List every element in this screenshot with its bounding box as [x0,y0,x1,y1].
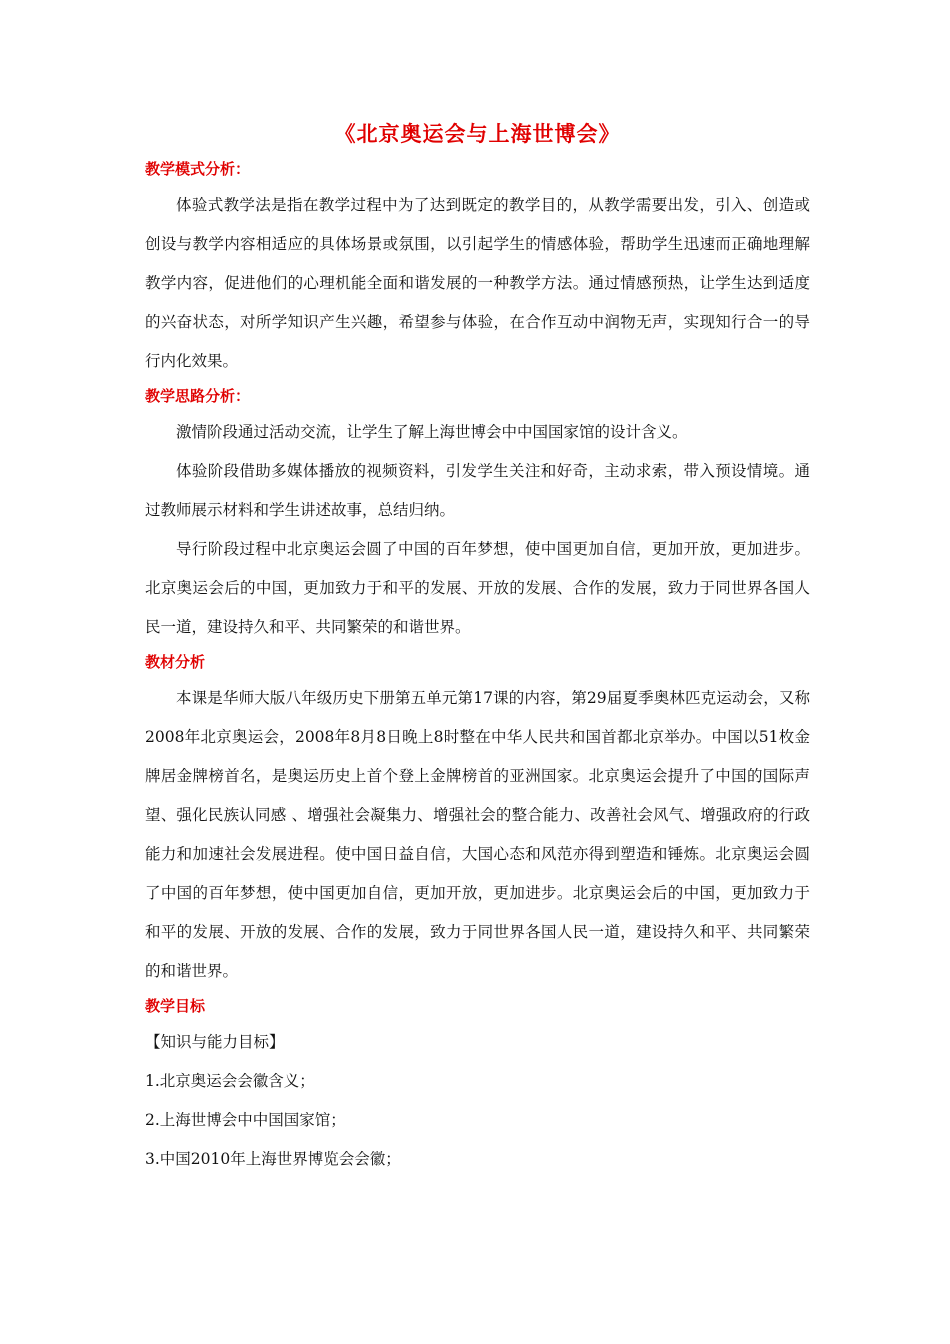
heading-teaching-goals: 教学目标 [145,997,206,1015]
paragraph-thinking-1: 激情阶段通过活动交流，让学生了解上海世博会中中国国家馆的设计含义。 [176,423,688,441]
goal-item-2: 2.上海世博会中中国国家馆； [145,1111,346,1129]
paragraph-thinking-2: 体验阶段借助多媒体播放的视频资料，引发学生关注和好奇，主动求索，带入预设情境。通过教师展示材料和学生讲述故事，总结归纳。 [145,462,810,519]
document-body [145,118,810,1179]
heading-mode-analysis: 教学模式分析： [145,160,251,178]
goal-item-3: 3.中国2010年上海世界博览会会徽； [145,1150,401,1168]
paragraph-thinking-3: 导行阶段过程中北京奥运会圆了中国的百年梦想，使中国更加自信，更加开放，更加进步。北京奥运会后的中国，更加致力于和平的发展、开放的发展、合作的发展，致力于同世界各国人民一道，建设持久和平、共同繁荣的和谐世界。 [145,540,810,636]
goal-item-1: 1.北京奥运会会徽含义； [145,1072,315,1090]
paragraph-material-analysis: 本课是华师大版八年级历史下册第五单元第17课的内容，第29届夏季奥林匹克运动会，又称2008年北京奥运会，2008年8月8日晚上8时整在中华人民共和国首都北京举办。中国以51枚金牌居金牌榜首名，是奥运历史上首个登上金牌榜首的亚洲国家。北京奥运会提升了中国的国际声望、强化民族认同感 、增强社会凝集力、增强社会的整合能力、改善社会风气、增强政府的行政能力和加速社会发展进程。使中国日益自信，大国心态和风范亦得到塑造和锤炼。北京奥运会圆了中国的百年梦想，使中国更加自信，更加开放，更加进步。北京奥运会后的中国，更加致力于和平的发展、开放的发展、合作的发展，致力于同世界各国人民一道，建设持久和平、共同繁荣的和谐世界。 [145,689,810,980]
heading-thinking-analysis: 教学思路分析： [145,387,251,405]
heading-material-analysis: 教材分析 [145,653,206,671]
document-title: 《北京奥运会与上海世博会》 [334,121,621,146]
paragraph-mode-analysis: 体验式教学法是指在教学过程中为了达到既定的教学目的，从教学需要出发，引入、创造或创设与教学内容相适应的具体场景或氛围，以引起学生的情感体验，帮助学生迅速而正确地理解教学内容，促进他们的心理机能全面和谐发展的一种教学方法。通过情感预热，让学生达到适度的兴奋状态，对所学知识产生兴趣，希望参与体验，在合作互动中润物无声，实现知行合一的导行内化效果。 [145,196,810,370]
subheading-knowledge-goals: 【知识与能力目标】 [145,1033,285,1051]
